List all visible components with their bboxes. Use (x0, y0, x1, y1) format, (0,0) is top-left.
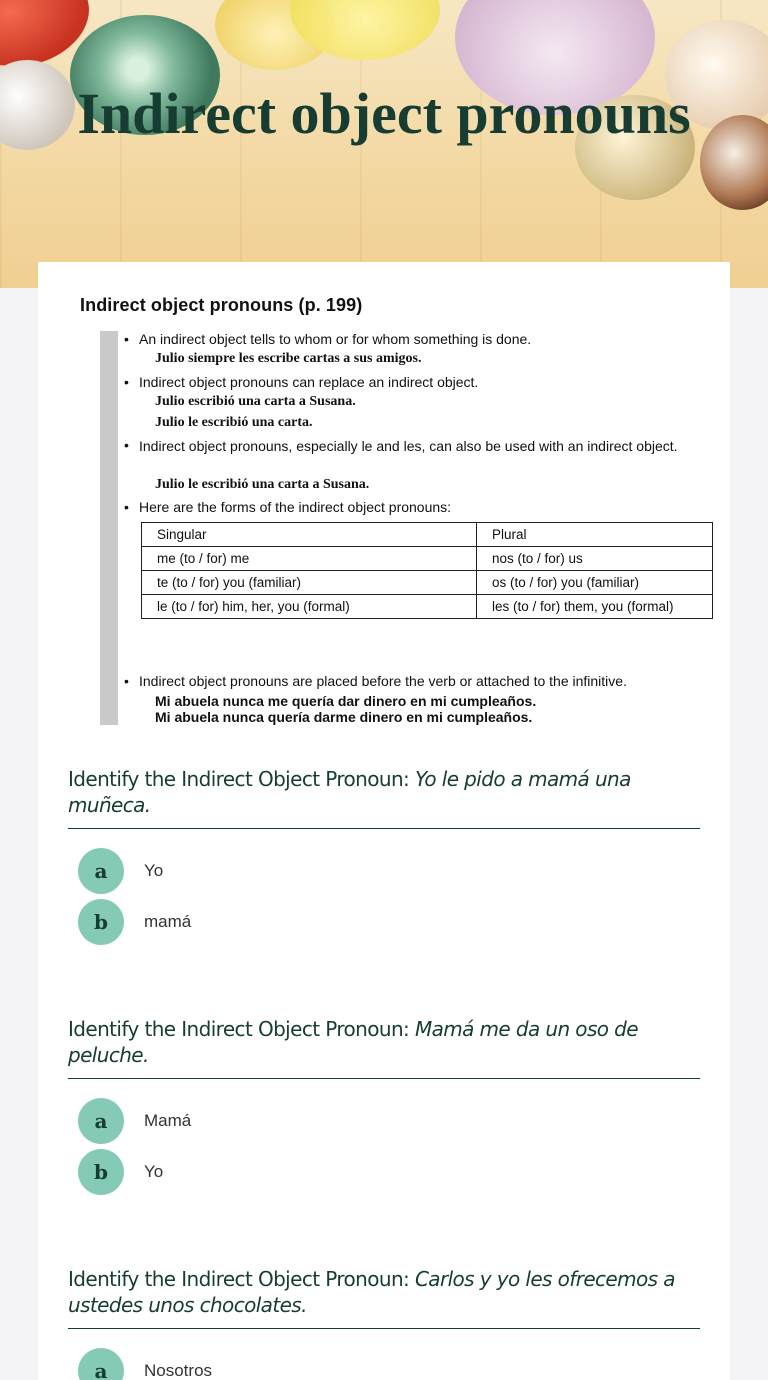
question-3 (68, 1266, 700, 1380)
table-cell: te (to / for) you (familiar) (142, 571, 477, 595)
reference-bullet: Indirect object pronouns, especially le and les, can also be used with an indirect object. (139, 438, 678, 454)
table-cell: me (to / for) me (142, 547, 477, 571)
reference-bullet: Indirect object pronouns are placed before the verb or attached to the infinitive. (139, 673, 627, 689)
table-cell: les (to / for) them, you (formal) (477, 595, 713, 619)
reference-notes (100, 331, 715, 725)
reference-bullet: Indirect object pronouns can replace an indirect object. (139, 374, 479, 390)
reference-example: Julio le escribió una carta a Susana. (155, 477, 370, 492)
answer-text: Yo (144, 860, 164, 880)
question-sentence: Mamá me da un oso de peluche. (68, 1017, 638, 1067)
reference-example: Julio siempre les escribe cartas a sus amigos. (155, 351, 422, 366)
table-cell: le (to / for) him, her, you (formal) (142, 595, 477, 619)
table-header-row (142, 523, 713, 547)
reference-example: Mi abuela nunca quería darme dinero en mi cumpleaños. (155, 709, 533, 725)
reference-bullet: An indirect object tells to whom or for whom something is done. (139, 331, 532, 347)
reference-example: Julio escribió una carta a Susana. (155, 394, 356, 409)
answer-text: mamá (144, 911, 192, 931)
sidebar-bar (100, 331, 118, 725)
answer-list (68, 1095, 700, 1197)
option-letter-badge: a (78, 1348, 124, 1380)
bullet-icon: • (124, 673, 129, 689)
option-letter-badge: a (78, 848, 124, 894)
answer-option-a[interactable] (68, 1345, 700, 1380)
question-sentence: Yo le pido a mamá una muñeca. (68, 767, 631, 817)
question-prefix: Identify the Indirect Object Pronoun: (68, 1267, 415, 1291)
reference-example: Mi abuela nunca me quería dar dinero en mi cumpleaños. (155, 693, 537, 709)
answer-list (68, 1345, 700, 1380)
question-prompt (68, 1266, 700, 1329)
reference-image (80, 295, 710, 725)
question-1 (68, 766, 700, 947)
question-prefix: Identify the Indirect Object Pronoun: (68, 1017, 415, 1041)
bullet-icon: • (124, 437, 129, 453)
answer-text: Yo (144, 1161, 164, 1181)
table-cell: os (to / for) you (familiar) (477, 571, 713, 595)
table-cell: nos (to / for) us (477, 547, 713, 571)
table-row (142, 571, 713, 595)
bullet-icon: • (124, 499, 129, 515)
worksheet-card (38, 262, 730, 1380)
question-prompt (68, 1016, 700, 1079)
option-letter-badge: b (78, 1149, 124, 1195)
answer-option-a[interactable] (68, 845, 700, 896)
reference-bullet: Here are the forms of the indirect object pronouns: (139, 499, 452, 515)
question-prefix: Identify the Indirect Object Pronoun: (68, 767, 415, 791)
option-letter-badge: b (78, 899, 124, 945)
reference-heading: Indirect object pronouns (p. 199) (80, 295, 363, 315)
answer-text: Nosotros (144, 1360, 213, 1380)
page-title: Indirect object pronouns (77, 81, 691, 146)
question-prompt (68, 766, 700, 829)
option-letter-badge: a (78, 1098, 124, 1144)
question-sentence: Carlos y yo les ofrecemos a ustedes unos chocolates. (68, 1267, 675, 1317)
table-row (142, 547, 713, 571)
table-row (142, 595, 713, 619)
question-2 (68, 1016, 700, 1197)
answer-option-b[interactable] (68, 1146, 700, 1197)
answer-list (68, 845, 700, 947)
answer-option-a[interactable] (68, 1095, 700, 1146)
pronoun-table (141, 522, 713, 619)
table-header: Singular (142, 523, 477, 547)
answer-option-b[interactable] (68, 896, 700, 947)
table-header: Plural (477, 523, 713, 547)
answer-text: Mamá (144, 1110, 192, 1130)
bullet-icon: • (124, 374, 129, 390)
bullet-icon: • (124, 331, 129, 347)
header-banner (0, 0, 768, 288)
reference-example: Julio le escribió una carta. (155, 415, 313, 430)
